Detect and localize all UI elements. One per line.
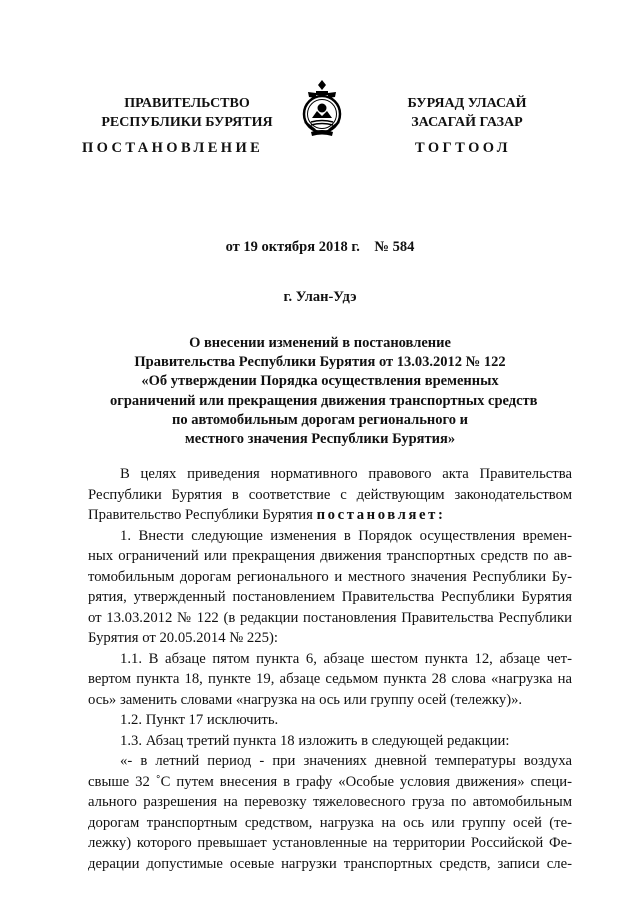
body-line: 1. Внести следующие изменения в Порядок осуществления времен- (120, 527, 572, 544)
document-kind-bua: ТОГТООЛ (415, 140, 511, 156)
body-line: Бурятия от 20.05.2014 № 225): (88, 630, 278, 646)
body-line: дорогам транспортным средством, нагрузка на ось или группу осей (те- (88, 814, 572, 831)
body-line: 1.1. В абзаце пятом пункта 6, абзаце шестом пункта 12, абзаце чет- (120, 650, 572, 667)
body-line: дерации допустимые осевые нагрузки транспортных средств, записи сле- (88, 855, 572, 872)
body-line: рятия, утвержденный постановлением Правительства Республики Бурятия (88, 589, 572, 605)
body-line: вертом пункта 18, пункте 19, абзаце седьмом пункта 28 слова «нагрузка на (88, 671, 572, 687)
body-line: от 13.03.2012 № 122 (в редакции постановления Правительства Республики (88, 609, 572, 626)
document-date-number: от 19 октября 2018 г. № 584 (225, 239, 415, 255)
coat-of-arms-emblem (299, 78, 345, 140)
title-line: «Об утверждении Порядка осуществления временных (141, 373, 499, 390)
issuer-bua (372, 94, 562, 132)
title-line: местного значения Республики Бурятия» (184, 431, 456, 448)
issuer-ru (92, 94, 282, 132)
body-line: ось» заменить словами «нагрузка на ось или группу осей (тележку)». (88, 691, 523, 708)
document-title (110, 334, 538, 449)
document-kind-ru: ПОСТАНОВЛЕНИЕ (82, 140, 264, 156)
body-line: 1.2. Пункт 17 исключить. (120, 712, 279, 728)
issuer-bua-line1: БУРЯАД УЛАСАЙ (407, 96, 527, 111)
body-line: «- в летний период - при значениях дневной температуры воздуха (120, 753, 572, 769)
issuer-bua-line2: ЗАСАГАЙ ГАЗАР (411, 115, 523, 130)
title-line: О внесении изменений в постановление (189, 335, 451, 351)
body-line-text: Правительство Республики Бурятия (88, 507, 317, 523)
title-line: Правительства Республики Бурятия от 13.03.2012 № 122 (134, 354, 506, 371)
document-city: г. Улан-Удэ (283, 289, 357, 305)
body-line: томобильным дорогам регионального и местного значения Республики Бу- (88, 568, 572, 585)
body-line: лежку) которого превышает установленные на территории Российской Фе- (88, 835, 572, 851)
issuer-ru-line1: ПРАВИТЕЛЬСТВО (124, 96, 250, 111)
body-line: свыше 32 ˚С путем внесения в графу «Особые условия движения» специ- (88, 773, 572, 790)
body-line (88, 505, 572, 526)
body-line: В целях приведения нормативного правового акта Правительства (120, 466, 572, 482)
resolves-keyword: постановляет: (316, 507, 446, 523)
title-line: по автомобильным дорогам регионального и (172, 411, 468, 428)
document-body (88, 464, 572, 874)
body-line: ных ограничений или прекращения движения транспортных средств по ав- (88, 548, 572, 564)
body-line: ального разрешения на перевозку тяжеловесного груза по автомобильным (88, 794, 572, 810)
body-line: Республики Бурятия в соответствие с действующим законодательством (88, 486, 572, 503)
title-line: ограничений или прекращения движения транспортных средств (110, 392, 538, 409)
body-line: 1.3. Абзац третий пункта 18 изложить в следующей редакции: (120, 732, 510, 749)
issuer-ru-line2: РЕСПУБЛИКИ БУРЯТИЯ (101, 115, 273, 130)
